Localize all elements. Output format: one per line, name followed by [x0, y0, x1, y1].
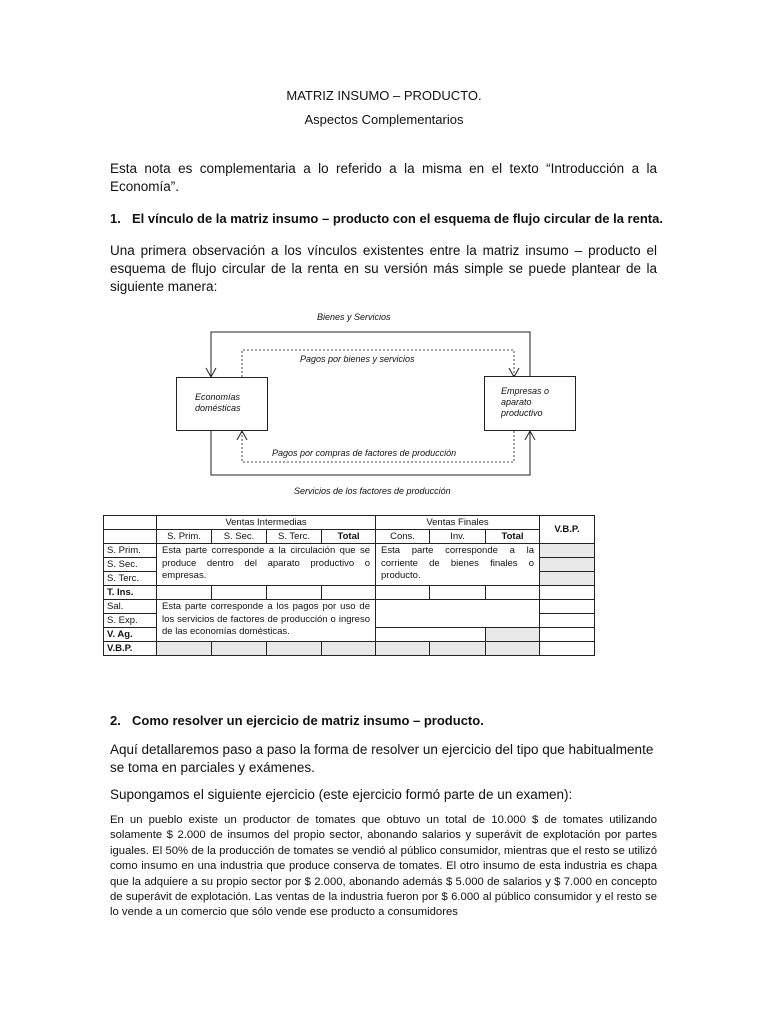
- section-1-number: 1.: [110, 211, 121, 226]
- cell: [322, 642, 376, 656]
- header-ventas-finales: Ventas Finales: [376, 516, 540, 530]
- col-s-prim: S. Prim.: [157, 530, 212, 544]
- cell: [212, 642, 267, 656]
- col-cons: Cons.: [376, 530, 430, 544]
- vbp-cell: [540, 572, 595, 586]
- desc-finales: Esta parte corresponde a la corriente de bienes finales o producto.: [376, 544, 540, 586]
- vbp-cell: [540, 544, 595, 558]
- corner-cell-2: [104, 530, 157, 544]
- cell: [322, 586, 376, 600]
- section-1-body: Una primera observación a los vínculos existentes entre la matriz insumo – producto el esquema de flujo circular de la renta en su versión más simple se puede plantear de la siguiente manera:: [110, 243, 657, 294]
- cell: [267, 586, 322, 600]
- row-vbp: [104, 642, 595, 656]
- col-inv: Inv.: [430, 530, 486, 544]
- col-s-terc: S. Terc.: [267, 530, 322, 544]
- row-label-s-prim: S. Prim.: [104, 544, 157, 558]
- header-vbp: V.B.P.: [540, 516, 595, 544]
- cell: [157, 642, 212, 656]
- exercise-paragraph: En un pueblo existe un productor de tomates que obtuvo un total de 10.000 $ de tomates utilizando solamente $ 2.000 de insumos del propio sector, abonando salarios y superávit de explotación por partes iguales. El 50% de la producción de tomates se vendió al público consumidor, mientras que el resto se utilizó como insumo en una industria que produce conserva de tomates. El otro insumo de esta industria es chapa que la adquiere a su propio sector por $ 2.000, abonando además $ 5.000 de salarios y $ 7.000 en concepto de superávit de explotación. Las ventas de la industria fueron por $ 6.000 al público consumidor y el resto se lo vende a un comercio que sólo vende ese producto a consumidores: [110, 814, 657, 919]
- cell: [486, 642, 540, 656]
- row-label-s-terc: S. Terc.: [104, 572, 157, 586]
- cell: [376, 586, 430, 600]
- corner-cell: [104, 516, 157, 530]
- vbp-cell: [540, 628, 595, 642]
- vbp-cell: [540, 642, 595, 656]
- cell: [157, 586, 212, 600]
- col-total-finales: Total: [486, 530, 540, 544]
- page-subtitle: Aspectos Complementarios: [304, 112, 464, 127]
- desc-intermedias: Esta parte corresponde a la circulación que se produce dentro del aparato productivo o empresas.: [157, 544, 376, 586]
- section-2-title: Como resolver un ejercicio de matriz insumo – producto.: [132, 713, 484, 728]
- header-row-groups: [104, 516, 595, 530]
- col-s-sec: S. Sec.: [212, 530, 267, 544]
- households-box: Economías domésticas: [176, 377, 268, 431]
- section-1-heading: [110, 211, 670, 226]
- section-2-body-2: Supongamos el siguiente ejercicio (este ejercicio formó parte de un examen):: [110, 787, 573, 802]
- cell: [376, 628, 486, 642]
- firms-box: Empresas o aparato productivo: [484, 376, 576, 431]
- circular-flow-diagram: [0, 300, 768, 510]
- row-label-s-sec: S. Sec.: [104, 558, 157, 572]
- label-payments-factors: Pagos por compras de factores de producción: [272, 448, 457, 458]
- section-2-body-1: Aquí detallaremos paso a paso la forma de resolver un ejercicio del tipo que habitualmente se toma en parciales y exámenes.: [110, 742, 654, 775]
- header-ventas-intermedias: Ventas Intermedias: [157, 516, 376, 530]
- label-payments-goods: Pagos por bienes y servicios: [300, 354, 415, 364]
- row-label-s-exp: S. Exp.: [104, 614, 157, 628]
- cell: [486, 586, 540, 600]
- label-factor-services: Servicios de los factores de producción: [294, 486, 451, 496]
- cell: [267, 642, 322, 656]
- cell: [376, 642, 430, 656]
- vbp-cell: [540, 600, 595, 614]
- row-label-v-ag: V. Ag.: [104, 628, 157, 642]
- row-sal: [104, 600, 595, 614]
- col-total-intermedias: Total: [322, 530, 376, 544]
- vbp-cell: [540, 586, 595, 600]
- section-1-title: El vínculo de la matriz insumo – producto con el esquema de flujo circular de la renta.: [132, 211, 663, 226]
- section-2-heading: [110, 713, 670, 728]
- cell: [486, 628, 540, 642]
- cell: [212, 586, 267, 600]
- intro-paragraph: Esta nota es complementaria a lo referido a la misma en el texto “Introducción a la Economía”.: [110, 161, 657, 194]
- page-title: MATRIZ INSUMO – PRODUCTO.: [286, 88, 482, 103]
- cell: [376, 600, 540, 628]
- row-label-t-ins: T. Ins.: [104, 586, 157, 600]
- cell: [430, 642, 486, 656]
- desc-valor-agregado: Esta parte corresponde a los pagos por uso de los servicios de factores de producción o ingreso de las economías domésticas.: [157, 600, 376, 642]
- row-t-ins: [104, 586, 595, 600]
- header-row-columns: [104, 530, 595, 544]
- row-s-prim: [104, 544, 595, 558]
- section-2-number: 2.: [110, 713, 121, 728]
- vbp-cell: [540, 614, 595, 628]
- row-label-sal: Sal.: [104, 600, 157, 614]
- row-label-vbp: V.B.P.: [104, 642, 157, 656]
- cell: [430, 586, 486, 600]
- label-goods-services: Bienes y Servicios: [317, 312, 391, 322]
- vbp-cell: [540, 558, 595, 572]
- input-output-matrix: [103, 515, 595, 656]
